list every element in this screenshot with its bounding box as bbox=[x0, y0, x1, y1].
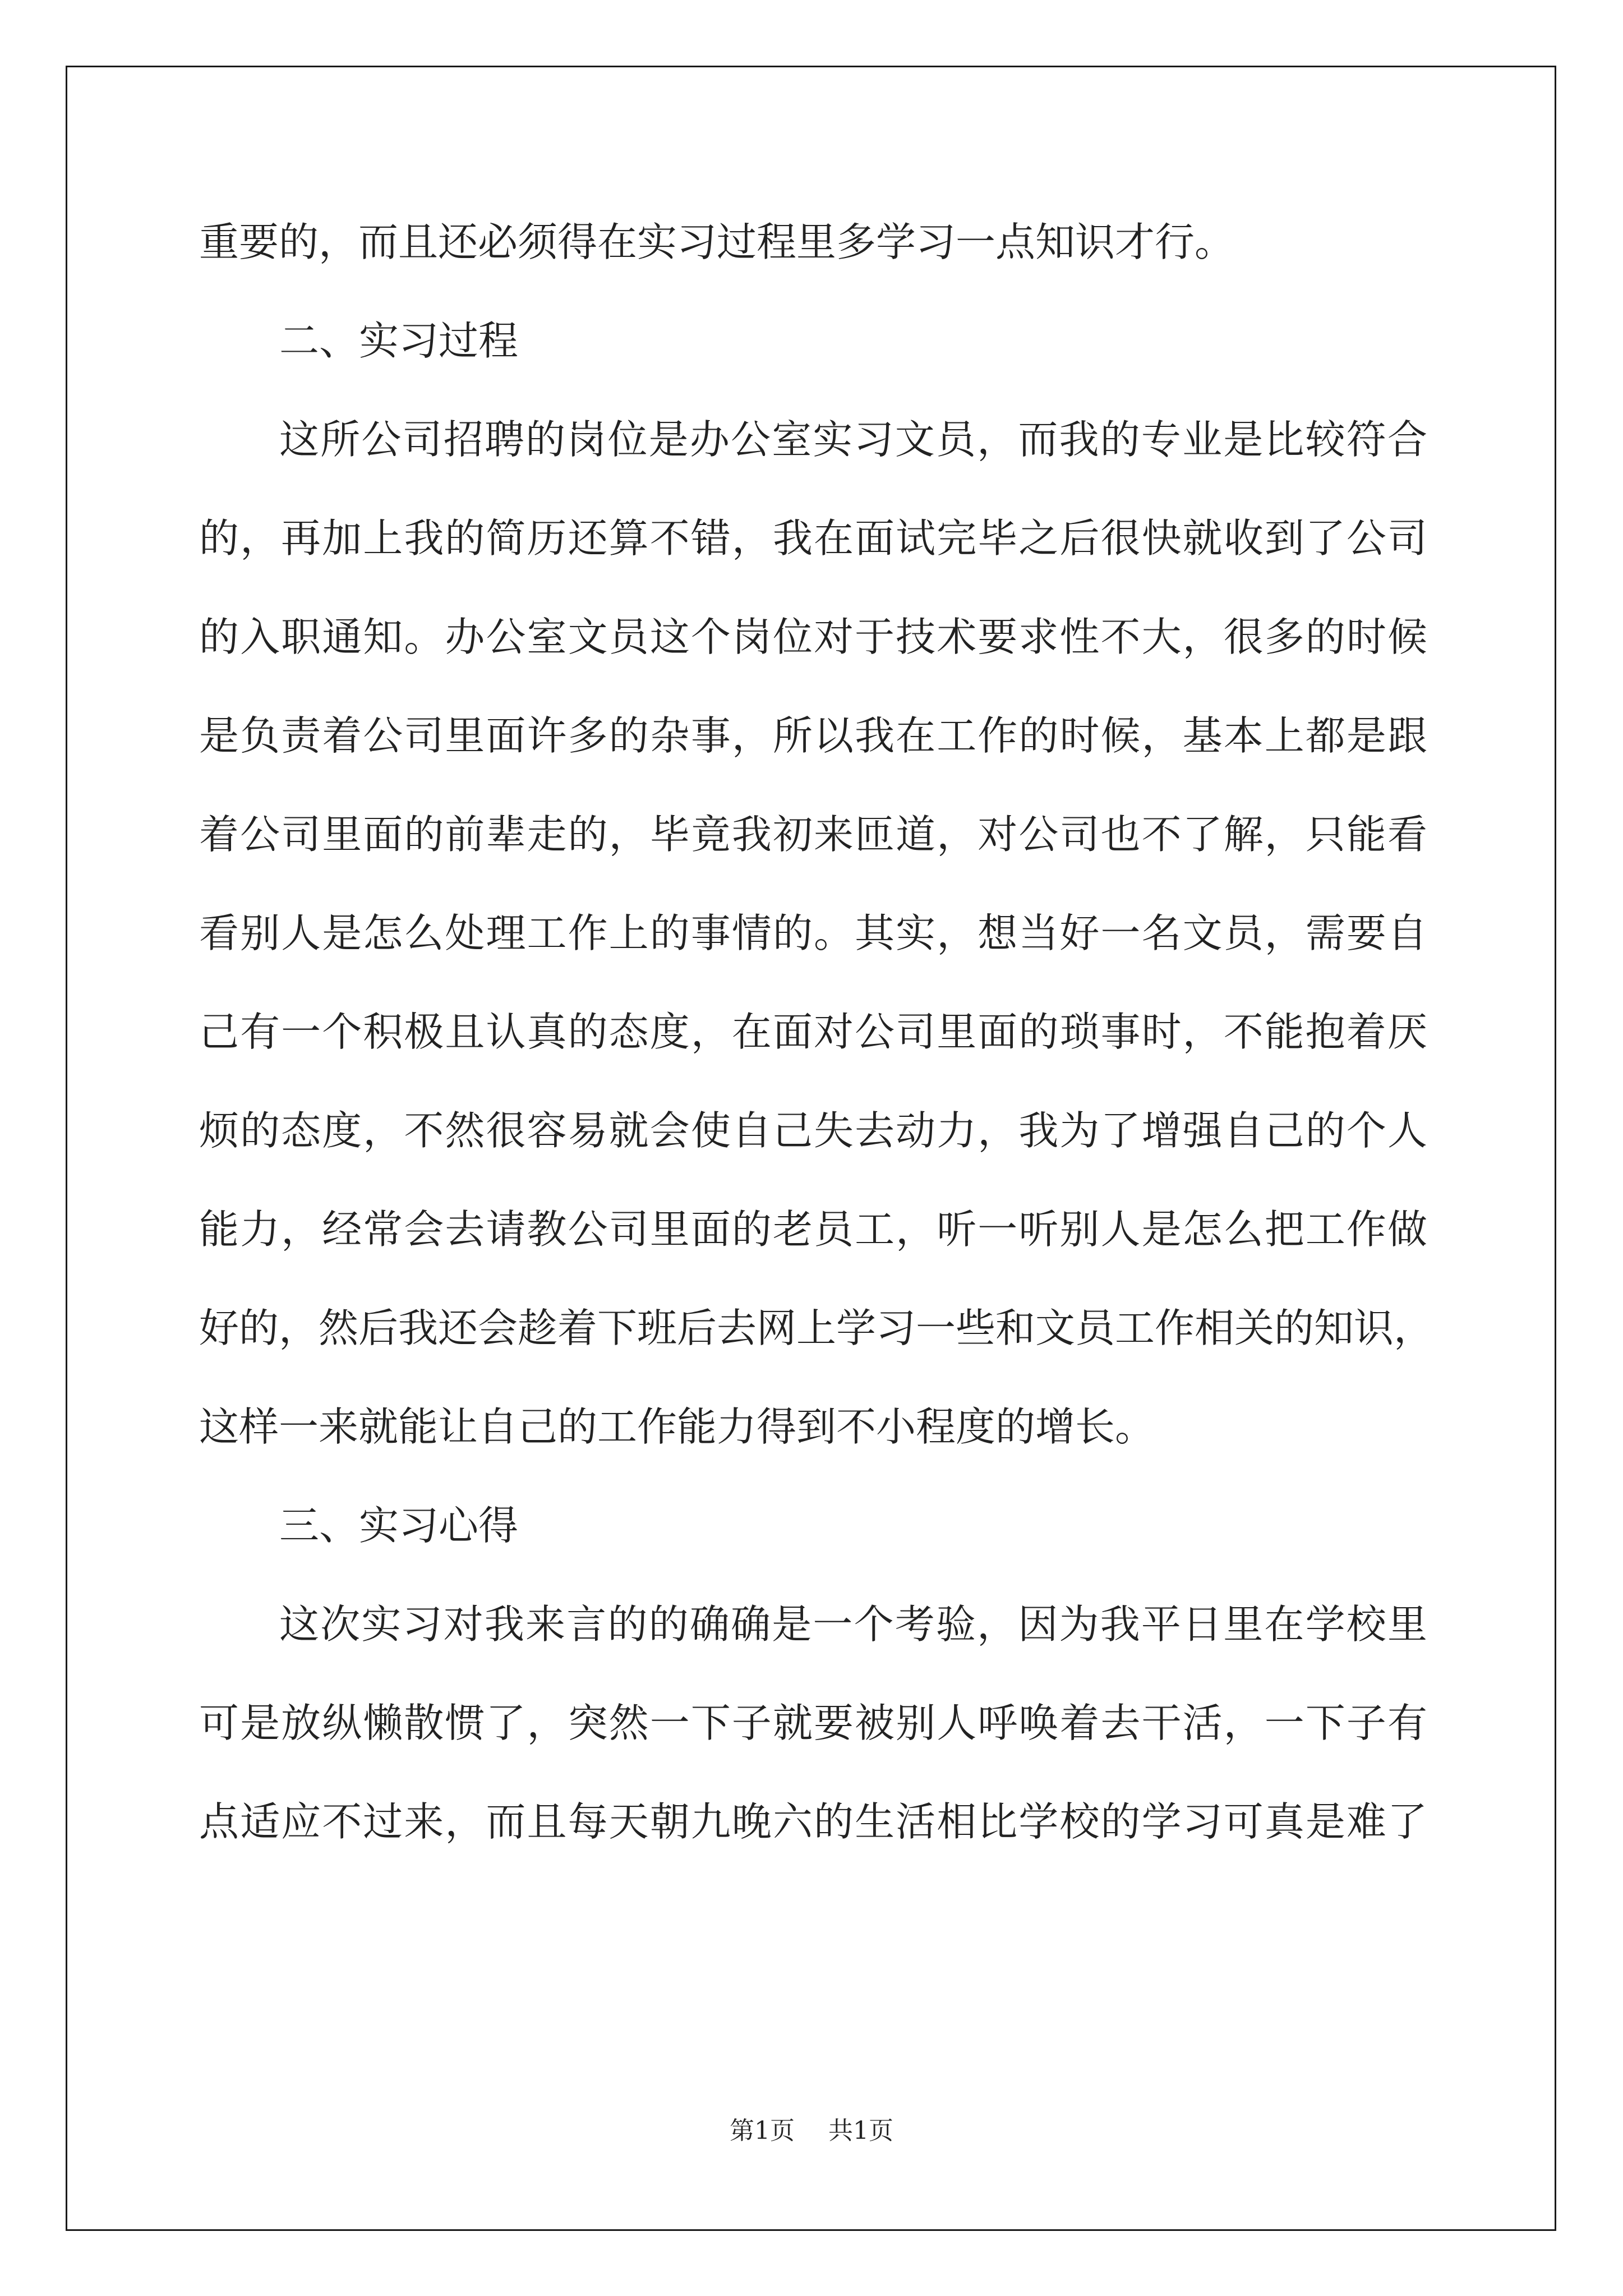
paragraph-line: 可是放纵懒散惯了，突然一下子就要被别人呼唤着去干活，一下子有 bbox=[199, 1700, 1427, 1746]
page-total: 共1页 bbox=[828, 2116, 893, 2145]
document-body bbox=[199, 209, 1434, 1887]
page-footer bbox=[0, 2110, 1623, 2146]
paragraph-line: 的，再加上我的简历还算不错，我在面试完毕之后很快就收到了公司 bbox=[199, 515, 1427, 562]
paragraph-line: 点适应不过来，而且每天朝九晚六的生活相比学校的学习可真是难了 bbox=[199, 1798, 1427, 1845]
page-number: 第1页 bbox=[730, 2116, 795, 2145]
paragraph-line: 的入职通知。办公室文员这个岗位对于技术要求性不大，很多的时候 bbox=[199, 614, 1427, 660]
section-heading-practice-experience: 三、实习心得 bbox=[279, 1502, 519, 1549]
paragraph-line: 好的，然后我还会趁着下班后去网上学习一些和文员工作相关的知识， bbox=[199, 1305, 1434, 1351]
paragraph-line: 这次实习对我来言的的确确是一个考验，因为我平日里在学校里 bbox=[279, 1601, 1427, 1648]
paragraph-line: 是负责着公司里面许多的杂事，所以我在工作的时候，基本上都是跟 bbox=[199, 712, 1427, 759]
section-heading-practice-process: 二、实习过程 bbox=[279, 318, 519, 364]
paragraph-line: 看别人是怎么处理工作上的事情的。其实，想当好一名文员，需要自 bbox=[199, 910, 1427, 956]
paragraph-line: 这所公司招聘的岗位是办公室实习文员，而我的专业是比较符合 bbox=[279, 416, 1427, 463]
paragraph-line: 烦的态度，不然很容易就会使自己失去动力，我为了增强自己的个人 bbox=[199, 1107, 1427, 1154]
paragraph-line: 重要的，而且还必须得在实习过程里多学习一点知识才行。 bbox=[199, 219, 1235, 265]
paragraph-line: 能力，经常会去请教公司里面的老员工，听一听别人是怎么把工作做 bbox=[199, 1206, 1427, 1253]
paragraph-line: 这样一来就能让自己的工作能力得到不小程度的增长。 bbox=[199, 1404, 1155, 1450]
paragraph-line: 着公司里面的前辈走的，毕竟我初来匝道，对公司也不了解，只能看 bbox=[199, 811, 1427, 858]
paragraph-line: 己有一个积极且认真的态度，在面对公司里面的琐事时，不能抱着厌 bbox=[199, 1009, 1427, 1055]
